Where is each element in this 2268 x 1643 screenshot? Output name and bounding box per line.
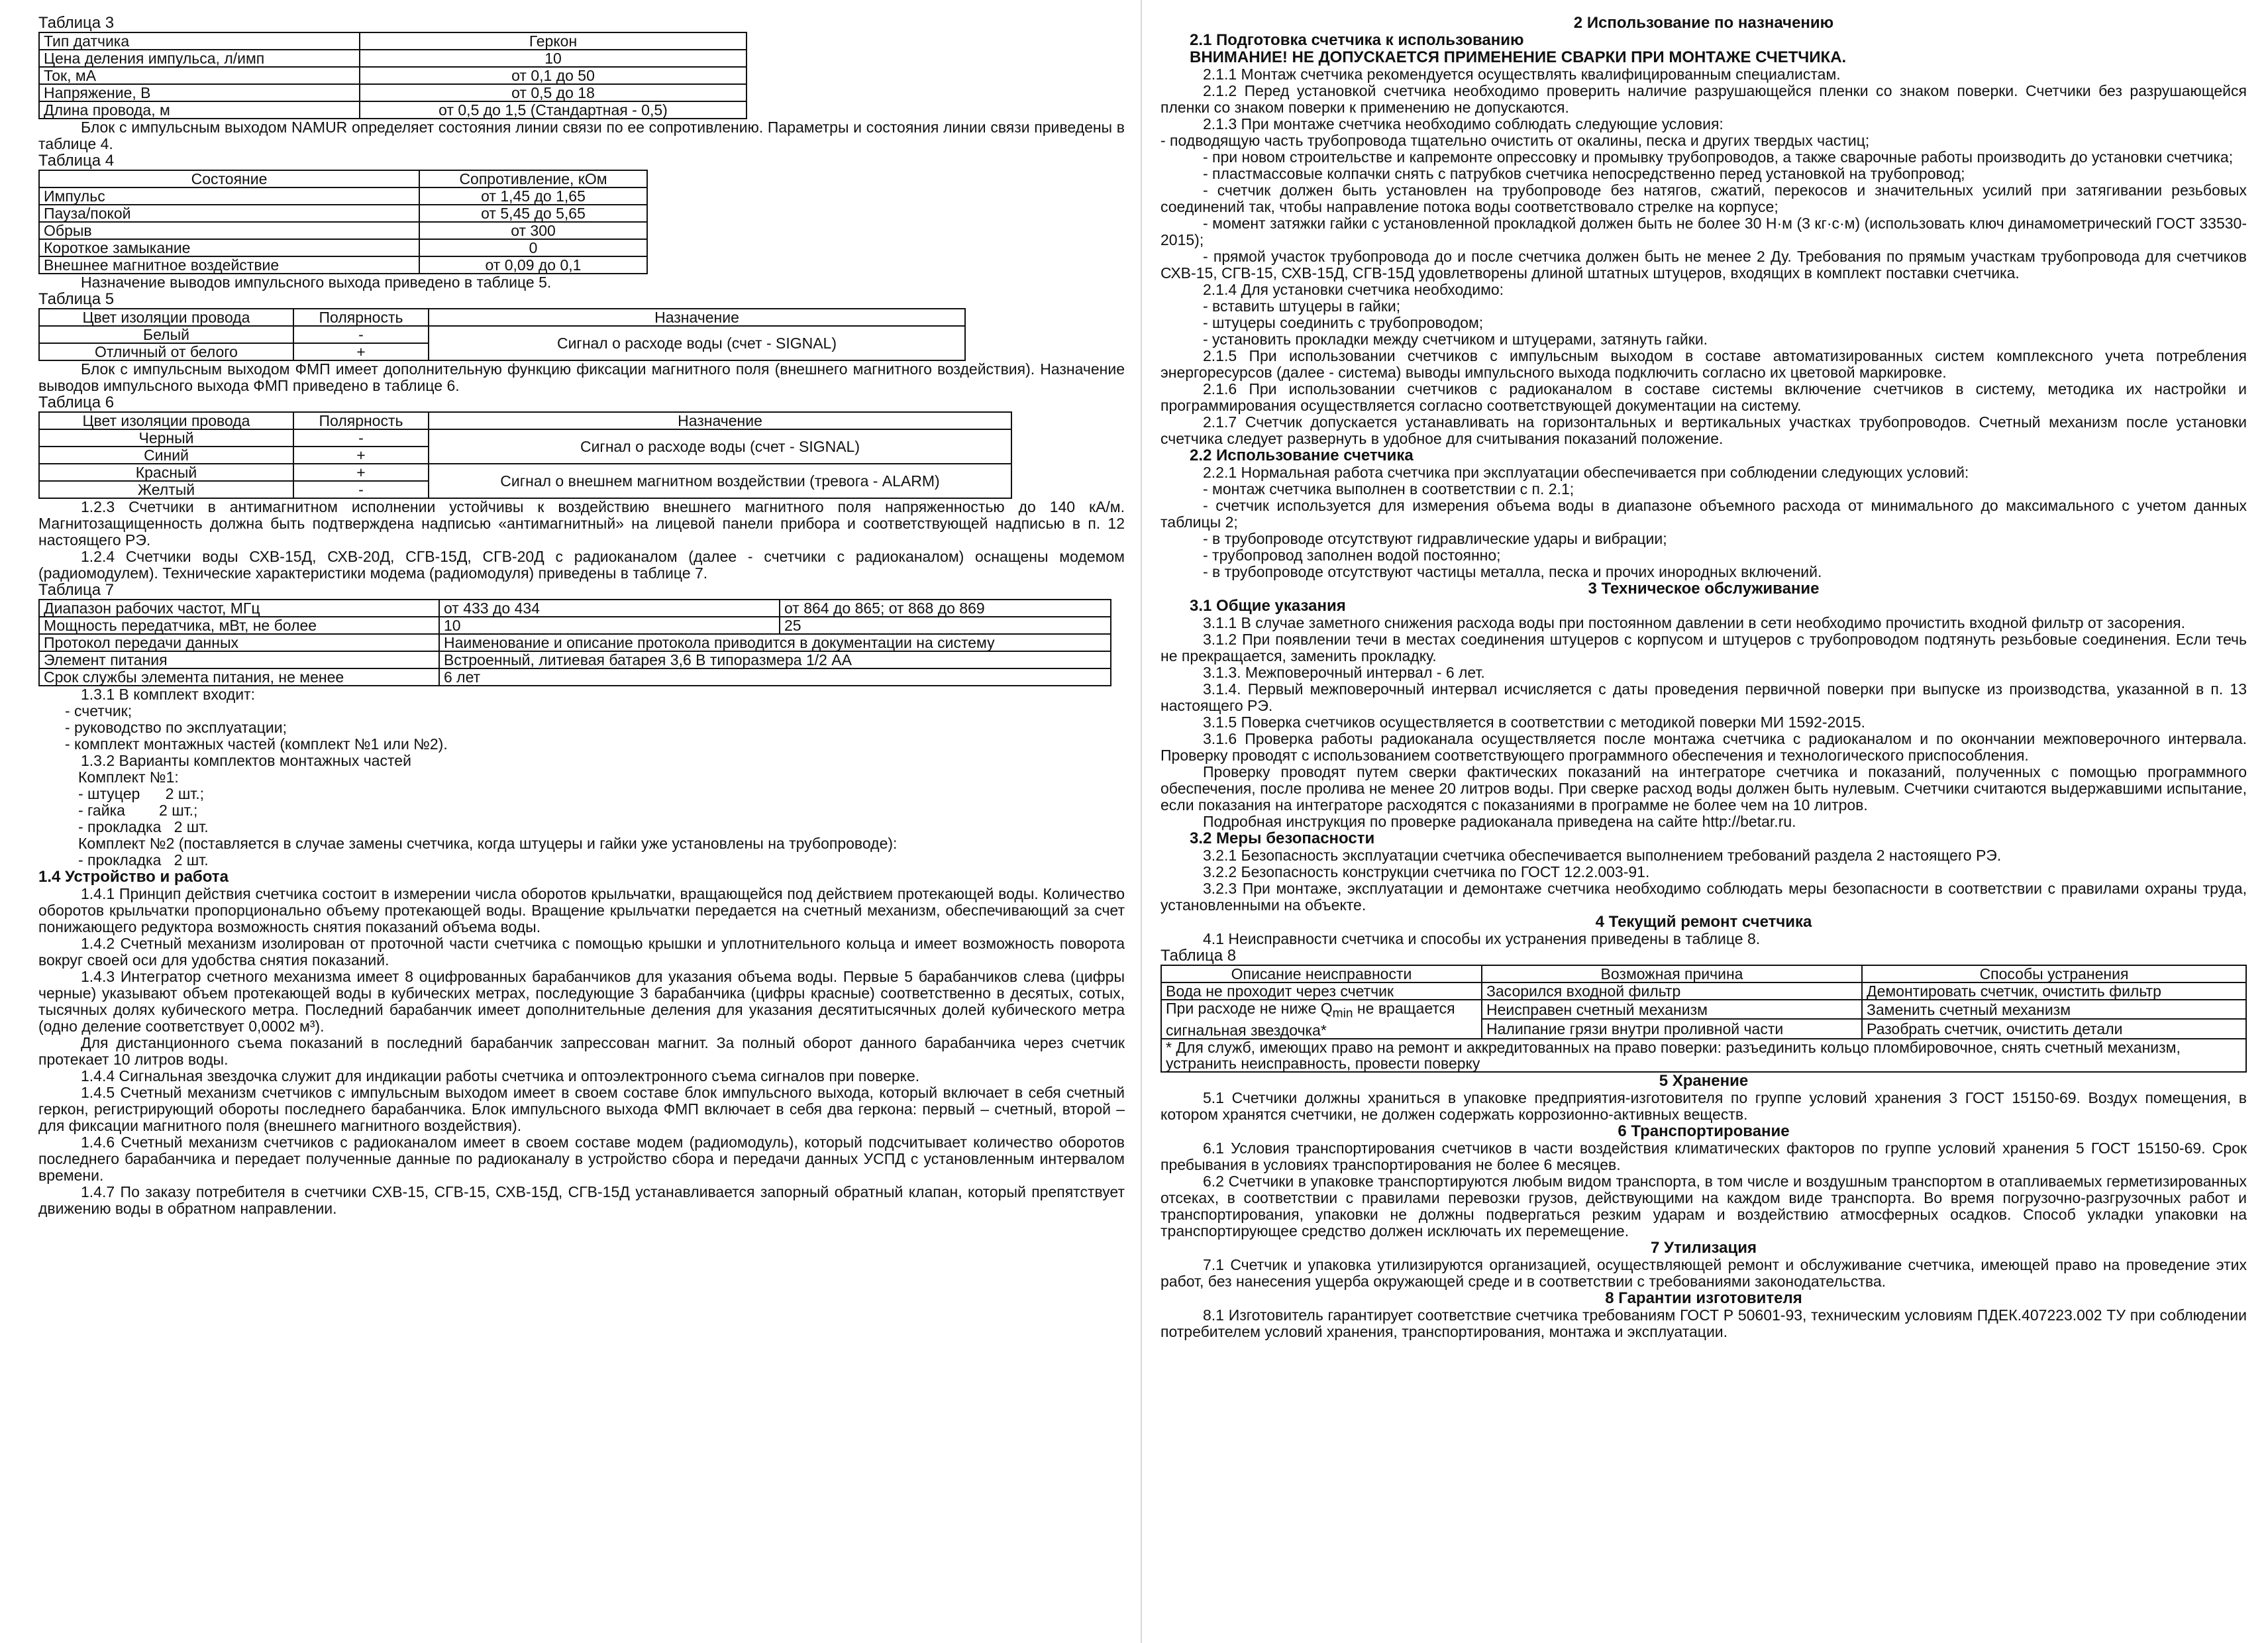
table-cell: от 1,45 до 1,65 [419,187,647,205]
list-item: - пластмассовые колпачки снять с патрубков счетчика непосредственно перед установкой на трубопровод; [1203,165,1965,182]
table-header: Цвет изоляции провода [39,309,293,326]
table-header: Полярность [293,309,429,326]
section-heading: 6 Транспортирование [1618,1122,1790,1140]
section-heading: 2 Использование по назначению [1573,14,1834,32]
table-cell: от 0,09 до 0,1 [419,256,647,274]
paragraph: 3.1.1 В случае заметного снижения расхода воды при постоянном давлении в сети необходимо прочистить входной фильтр от засорения. [1203,614,2186,631]
right-page [1160,15,2247,1340]
table-cell: + [293,447,429,464]
table-cell: от 864 до 865; от 868 до 869 [780,600,1111,617]
section-heading: 7 Утилизация [1651,1238,1757,1257]
paragraph: 1.4.1 Принцип действия счетчика состоит в измерении числа оборотов крыльчатки, вращающейся под действием протекающей воды. Количество оборотов крыльчатки пропорционально объему протекающей воды. Вращение крыльчатки передается на счетный механизм, обеспечивающий за счет понижающего редуктора возможность снятия показаний объема воды. [38,885,1125,935]
table-cell: + [293,343,429,360]
list-item: - момент затяжки гайки с установленной прокладкой должен быть не более 30 Н·м (3 кг·с·м) (использовать ключ динамометрический ГОСТ 33530-2015); [1160,215,2247,248]
table3-caption: Таблица 3 [38,14,115,32]
paragraph: 2.1.4 Для установки счетчика необходимо: [1203,281,1504,298]
table-cell: Импульс [39,187,419,205]
table-cell: Налипание грязи внутри проливной части [1482,1019,1862,1038]
table-cell: 25 [780,617,1111,634]
table-cell: - [293,429,429,447]
kit-title: Комплект №1: [78,768,179,786]
paragraph: Проверку проводят путем сверки фактических показаний на интеграторе счетчика и показаний, полученных с помощью программного обеспечения, после пролива не менее 20 литров воды. При сверке расход воды должен быть нулевым. Счетчики считаются выдержавшими испытание, если показания на интеграторе расходятся с показаниями в программе не более чем на 10 литров. [1160,763,2247,814]
table-cell: 0 [419,239,647,256]
table-cell: 10 [360,50,747,67]
list-item: - монтаж счетчика выполнен в соответствии с п. 2.1; [1203,480,1574,498]
list-item: - счетчик; [65,702,132,719]
section-heading: 1.4 Устройство и работа [38,868,229,886]
paragraph: 5.1 Счетчики должны храниться в упаковке предприятия-изготовителя по группе условий хранения 3 ГОСТ 15150-69. Воздух помещения, в котором хранятся счетчики, не должен содержать коррозионно-активных веществ. [1160,1088,2247,1123]
paragraph: 2.2.1 Нормальная работа счетчика при эксплуатации обеспечивается при соблюдении следующих условий: [1203,464,1969,481]
list-item: - при новом строительстве и капремонте опрессовку и промывку трубопроводов, а также сварочные работы производить до установки счетчика; [1203,148,2234,166]
table-cell: Внешнее магнитное воздействие [39,256,419,274]
table-header: Способы устранения [1862,965,2246,982]
left-page [38,15,1125,1217]
table4 [38,170,648,274]
list-item: - в трубопроводе отсутствуют гидравлические удары и вибрации; [1203,530,1667,547]
table-cell: Разобрать счетчик, очистить детали [1862,1019,2246,1038]
paragraph: 1.4.5 Счетный механизм счетчиков с импульсным выходом имеет в своем составе блок импульсного выхода, который включает в себя счетный геркон, регистрирующий обороты последнего барабанчика. Блок импульсного выхода ФМП включает в себя два геркона: первый – счетный, второй – для фиксации магнитного поля (внешнего магнитного воздействия). [38,1084,1125,1134]
list-item: - комплект монтажных частей (комплект №1 или №2). [65,735,448,753]
paragraph: 1.2.3 Счетчики в антимагнитном исполнении устойчивы к воздействию внешнего магнитного поля напряженностью до 140 кА/м. Магнитозащищенность должна быть подтверждена надписью «антимагнитный» на лицевой панели прибора и соответствующей надписью в п. 12 настоящего РЭ. [38,498,1125,549]
table-cell: Синий [39,447,293,464]
paragraph: 8.1 Изготовитель гарантирует соответствие счетчика требованиям ГОСТ Р 50601-93, техническим условиям ПДЕК.407223.002 ТУ при соблюдении потребителем условий хранения, транспортирования, монтажа и эксплуатации. [1160,1306,2247,1340]
table-cell: Наименование и описание протокола приводится в документации на систему [439,634,1111,651]
list-item: - подводящую часть трубопровода тщательно очистить от окалины, песка и других твердых частиц; [1160,132,1870,149]
table-cell [1161,1000,1482,1039]
table-cell: - [293,481,429,498]
table7-caption: Таблица 7 [38,581,115,599]
table-cell: Ток, мА [39,67,360,84]
list-item: - прямой участок трубопровода до и после счетчика должен быть не менее 2 Ду. Требования по прямым участкам трубопровода для счетчиков СХВ-15, СГВ-15, СХВ-15Д, СГВ-15Д удовлетворены длиной штатных штуцеров, входящих в комплект поставки счетчика. [1160,248,2247,282]
table-cell: от 0,5 до 18 [360,84,747,101]
table-cell: 6 лет [439,668,1111,686]
paragraph: 1.4.2 Счетный механизм изолирован от проточной части счетчика с помощью крышки и уплотнительного кольца и имеет возможность поворота вокруг своей оси для удобства снятия показаний. [38,935,1125,969]
table-header: Цвет изоляции провода [39,412,293,429]
paragraph: 2.1.3 При монтаже счетчика необходимо соблюдать следующие условия: [1203,115,1724,132]
paragraph: 7.1 Счетчик и упаковка утилизируются организацией, осуществляющей ремонт и обслуживание счетчика, имеющей право на проведение этих работ, без нанесения ущерба окружающей среде и в соответствии с требованиями законодательства. [1160,1255,2247,1290]
paragraph: 3.1.5 Поверка счетчиков осуществляется в соответствии с методикой поверки МИ 1592-2015. [1203,714,1866,731]
section-heading: 2.1 Подготовка счетчика к использованию [1190,31,1524,49]
table-header: Возможная причина [1482,965,1862,982]
table-cell: от 0,1 до 50 [360,67,747,84]
paragraph: Блок с импульсным выходом ФМП имеет дополнительную функцию фиксации магнитного поля (внешнего магнитного воздействия). Назначение выводов импульсного выхода ФМП приведено в таблице 6. [38,360,1125,394]
table-header: Состояние [39,170,419,187]
table-cell: Пауза/покой [39,205,419,222]
table-cell: Встроенный, литиевая батарея 3,6 В типоразмера 1/2 АА [439,651,1111,668]
list-item: - счетчик должен быть установлен на трубопроводе без натягов, сжатий, перекосов и значительных усилий при затягивании резьбовых соединений так, чтобы направление потока воды соответствовало стрелке на корпусе; [1160,182,2247,215]
section-heading: 2.2 Использование счетчика [1190,447,1414,464]
paragraph: Блок с импульсным выходом NAMUR определяет состояния линии связи по ее сопротивлению. Параметры и состояния линии связи приведены в таблице 4. [38,119,1125,152]
table-cell: Вода не проходит через счетчик [1161,982,1482,1000]
list-item: - прокладка 2 шт. [78,851,209,869]
table-cell: Срок службы элемента питания, не менее [39,668,439,686]
section-heading: 3.2 Меры безопасности [1190,829,1375,847]
table7 [38,599,1111,686]
paragraph: Для дистанционного съема показаний в последний барабанчик запрессован магнит. За полный оборот данного барабанчика через счетчик протекает 10 литров воды. [38,1034,1125,1068]
paragraph: 3.1.3. Межповерочный интервал - 6 лет. [1203,664,1485,681]
table-header: Сопротивление, кОм [419,170,647,187]
paragraph: 3.1.4. Первый межповерочный интервал исчисляется с даты проведения первичной поверки при выпуске из производства, указанной в п. 13 настоящего РЭ. [1160,680,2247,714]
table-note: * Для служб, имеющих право на ремонт и аккредитованных на право поверки: разъединить кольцо пломбировочное, снять счетный механизм, устранить неисправность, провести поверку [1161,1039,2246,1072]
subscript: min [1332,1006,1353,1021]
list-item: - гайка 2 шт.; [78,802,198,819]
table-cell: Неисправен счетный механизм [1482,1000,1862,1019]
section-heading: 8 Гарантии изготовителя [1605,1289,1802,1307]
paragraph: 3.2.3 При монтаже, эксплуатации и демонтаже счетчика необходимо соблюдать меры безопасности в соответствии с правилами охраны труда, установленными на объекте. [1160,880,2247,914]
table-cell-text: не вращается сигнальная звездочка* [1166,1000,1455,1039]
table-cell: Черный [39,429,293,447]
section-heading: 4 Текущий ремонт счетчика [1595,913,1812,931]
table-cell: Диапазон рабочих частот, МГц [39,600,439,617]
table6 [38,411,1012,499]
paragraph: 1.4.6 Счетный механизм счетчиков с радиоканалом имеет в своем составе модем (радиомодуль), который подсчитывает количество оборотов последнего барабанчика и передает полученные данные по радиоканалу в устройство сбора и передачи данных УСПД с установленным интервалом времени. [38,1134,1125,1184]
table-cell: Демонтировать счетчик, очистить фильтр [1862,982,2246,1000]
table-cell: Засорился входной фильтр [1482,982,1862,1000]
section-heading: 3.1 Общие указания [1190,597,1346,615]
table-header: Назначение [429,309,965,326]
table-cell: Белый [39,326,293,343]
table-header: Описание неисправности [1161,965,1482,982]
table8-caption: Таблица 8 [1160,947,1237,965]
table-cell: от 433 до 434 [439,600,780,617]
table-cell: + [293,464,429,481]
page-fold [1141,0,1142,1643]
table-cell: Желтый [39,481,293,498]
list-item: - руководство по эксплуатации; [65,719,287,736]
table6-caption: Таблица 6 [38,394,115,411]
table-header: Полярность [293,412,429,429]
table-cell: 10 [439,617,780,634]
list-item: - счетчик используется для измерения объема воды в диапазоне объемного расхода от минимального до максимального с учетом данных таблицы 2; [1160,497,2247,531]
table-cell: Протокол передачи данных [39,634,439,651]
paragraph: 2.1.6 При использовании счетчиков с радиоканалом в составе системы включение счетчиков в систему, методика их настройки и программирования осуществляется согласно соответствующей документации на систему. [1160,380,2247,414]
section-heading: 3 Техническое обслуживание [1588,580,1820,598]
table-cell: Длина провода, м [39,101,360,119]
paragraph: 3.2.1 Безопасность эксплуатации счетчика обеспечивается выполнением требований раздела 2 настоящего РЭ. [1203,847,2002,864]
paragraph: 6.1 Условия транспортирования счетчиков в части воздействия климатических факторов по группе условий хранения 5 ГОСТ 15150-69. Срок пребывания в условиях транспортирования не более 6 месяцев. [1160,1139,2247,1173]
table-cell: Сигнал о расходе воды (счет - SIGNAL) [429,429,1011,464]
warning-text: ВНИМАНИЕ! НЕ ДОПУСКАЕТСЯ ПРИМЕНЕНИЕ СВАРКИ ПРИ МОНТАЖЕ СЧЕТЧИКА. [1190,48,1847,66]
table-cell: Короткое замыкание [39,239,419,256]
paragraph: 6.2 Счетчики в упаковке транспортируются любым видом транспорта, в том числе и воздушным транспортом в отапливаемых герметизированных отсеках, в соответствии с правилами перевозки грузов, действующими на каждом виде транспорта. Во время погрузочно-разгрузочных работ и транспортирования, упаковки не должны подвергаться резким ударам и воздействию атмосферных осадков. Способ укладки упаковки на транспортирующее средство должен исключать их перемещение. [1160,1172,2247,1240]
paragraph: 3.2.2 Безопасность конструкции счетчика по ГОСТ 12.2.003-91. [1203,863,1650,880]
paragraph: 1.3.1 В комплект входит: [81,686,256,703]
paragraph: 3.1.6 Проверка работы радиоканала осуществляется после монтажа счетчика с радиоканалом и по окончании межповерочного интервала. Проверку проводят с использованием соответствующего программного обеспечения и технологического приспособления. [1160,730,2247,764]
list-item: - штуцер 2 шт.; [78,785,205,802]
table-cell: от 0,5 до 1,5 (Стандартная - 0,5) [360,101,747,119]
table-header: Назначение [429,412,1011,429]
table-cell: Цена деления импульса, л/имп [39,50,360,67]
table-cell: Напряжение, В [39,84,360,101]
table-cell: Сигнал о внешнем магнитном воздействии (тревога - ALARM) [429,464,1011,498]
list-item: - в трубопроводе отсутствуют частицы металла, песка и прочих инородных включений. [1203,563,1822,580]
table4-caption: Таблица 4 [38,152,115,170]
paragraph: Назначение выводов импульсного выхода приведено в таблице 5. [81,274,552,291]
table-cell: Сигнал о расходе воды (счет - SIGNAL) [429,326,965,360]
paragraph: Подробная инструкция по проверке радиоканала приведена на сайте http://betar.ru. [1203,813,1796,830]
table-cell: от 300 [419,222,647,239]
table-cell: Красный [39,464,293,481]
table3 [38,32,747,119]
table-cell: Элемент питания [39,651,439,668]
paragraph: 4.1 Неисправности счетчика и способы их устранения приведены в таблице 8. [1203,930,1761,947]
table-cell: Обрыв [39,222,419,239]
paragraph: 1.3.2 Варианты комплектов монтажных частей [81,752,411,769]
paragraph: 2.1.1 Монтаж счетчика рекомендуется осуществлять квалифицированным специалистам. [1203,66,1841,83]
paragraph: 1.4.3 Интегратор счетного механизма имеет 8 оцифрованных барабанчиков для указания объема воды. Первые 5 барабанчиков слева (цифры черные) указывают объем протекающей воды в кубических метрах, последующие 3 барабанчика (цифры красные) соответственно в десятых, сотых, тысячных долях кубического метра. Последний барабанчик имеет дополнительные деления для указания десятитысячных долей кубического метра (одно деление соответствует 0,0002 м³). [38,968,1125,1035]
table-cell: - [293,326,429,343]
list-item: - прокладка 2 шт. [78,818,209,835]
table-cell: Геркон [360,32,747,50]
list-item: - трубопровод заполнен водой постоянно; [1203,547,1501,564]
section-heading: 5 Хранение [1659,1071,1749,1090]
paragraph: 1.4.4 Сигнальная звездочка служит для индикации работы счетчика и оптоэлектронного съема сигналов при поверке. [81,1067,920,1085]
table-cell: Мощность передатчика, мВт, не более [39,617,439,634]
paragraph: 3.1.2 При появлении течи в местах соединения штуцеров с корпусом и штуцеров с трубопроводом подтянуть резьбовые соединения. Если течь не прекращается, заменить прокладку. [1160,631,2247,664]
paragraph: 2.1.5 При использовании счетчиков с импульсным выходом в составе автоматизированных систем комплексного учета потребления энергоресурсов (далее - система) выводы импульсного выхода подключить согласно их цветовой маркировке. [1160,347,2247,381]
table-cell: Заменить счетный механизм [1862,1000,2246,1019]
paragraph: 1.4.7 По заказу потребителя в счетчики СХВ-15, СГВ-15, СХВ-15Д, СГВ-15Д устанавливается запорный обратный клапан, который препятствует движению воды в обратном направлении. [38,1183,1125,1217]
paragraph: 1.2.4 Счетчики воды СХВ-15Д, СХВ-20Д, СГВ-15Д, СГВ-20Д с радиоканалом (далее - счетчики с радиоканалом) оснащены модемом (радиомодулем). Технические характеристики модема (радиомодуля) приведены в таблице 7. [38,548,1125,582]
table-cell: Отличный от белого [39,343,293,360]
table5-caption: Таблица 5 [38,290,115,308]
list-item: - штуцеры соединить с трубопроводом; [1203,314,1484,331]
list-item: - установить прокладки между счетчиком и штуцерами, затянуть гайки. [1203,331,1708,348]
table5 [38,308,966,361]
paragraph: 2.1.2 Перед установкой счетчика необходимо проверить наличие разрушающейся пленки со знаком поверки. Счетчики без разрушающейся пленки со знаком поверки к применению не допускаются. [1160,82,2247,116]
table8 [1160,965,2247,1073]
list-item: - вставить штуцеры в гайки; [1203,297,1401,315]
paragraph: 2.1.7 Счетчик допускается устанавливать на горизонтальных и вертикальных участках трубопроводов. Счетный механизм после установки счетчика следует развернуть в удобное для считывания показаний положение. [1160,413,2247,447]
table-cell: Тип датчика [39,32,360,50]
kit-title: Комплект №2 (поставляется в случае замены счетчика, когда штуцеры и гайки уже установлены на трубопроводе): [78,835,898,852]
table-cell: от 5,45 до 5,65 [419,205,647,222]
table-cell-text: При расходе не ниже Q [1166,1000,1333,1017]
